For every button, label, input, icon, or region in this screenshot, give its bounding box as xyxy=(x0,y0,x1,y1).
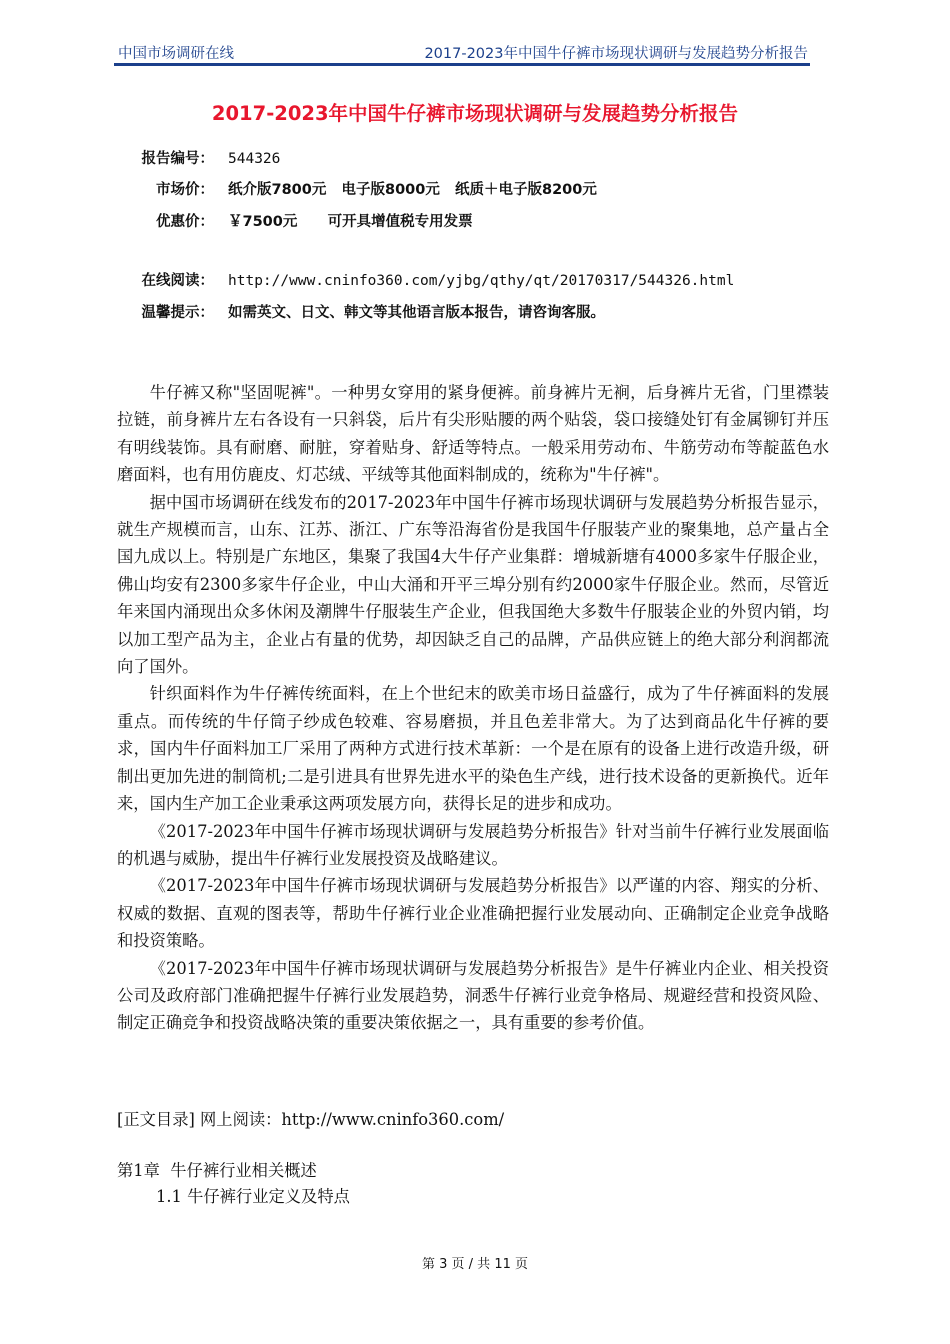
paragraph: 《2017-2023年中国牛仔裤市场现状调研与发展趋势分析报告》是牛仔裤业内企业、相关投资公司及政府部门准确把握牛仔裤行业发展趋势，洞悉牛仔裤行业竞争格局、规避经营和投资风险、制定正确竞争和投资战略决策的重要决策依据之一，具有重要的参考价值。 xyxy=(117,958,829,1033)
paragraph: 据中国市场调研在线发布的2017-2023年中国牛仔裤市场现状调研与发展趋势分析报告显示，就生产规模而言，山东、江苏、浙江、广东等沿海省份是我国牛仔服装产业的聚集地，总产量占全国九成以上。特别是广东地区，集聚了我国4大牛仔产业集群：增城新塘有4000多家牛仔服企业，佛山均安有2300多家牛仔企业，中山大涌和开平三埠分别有约2000家牛仔服企业。然而，尽管近年来国内涌现出众多休闲及潮牌牛仔服装生产企业，但我国绝大多数牛仔服装企业的外贸内销，均以加工型产品为主，企业占有量的优势，却因缺乏自己的品牌，产品供应链上的绝大部分利润都流向了国外。 xyxy=(117,492,829,677)
discount-price-row xyxy=(118,210,473,231)
toc-chapter-1: 第1章 牛仔裤行业相关概述 xyxy=(117,1161,317,1180)
report-summary xyxy=(117,379,829,1037)
paragraph: 牛仔裤又称"坚固呢裤"。一种男女穿用的紧身便裤。前身裤片无裥，后身裤片无省，门里襟装拉链，前身裤片左右各设有一只斜袋，后片有尖形贴腰的两个贴袋，袋口接缝处钉有金属铆钉并压有明线装饰。具有耐磨、耐脏，穿着贴身、舒适等特点。一般采用劳动布、牛筋劳动布等靛蓝色水磨面料，也有用仿鹿皮、灯芯绒、平绒等其他面料制成的，统称为"牛仔裤"。 xyxy=(117,383,829,485)
online-read-label: 在线阅读： xyxy=(141,273,214,289)
paragraph: 针织面料作为牛仔裤传统面料，在上个世纪末的欧美市场日益盛行，成为了牛仔裤面料的发展重点。而传统的牛仔筒子纱成色较难、容易磨损，并且色差非常大。为了达到商品化牛仔裤的要求，国内牛仔面料加工厂采用了两种方式进行技术革新：一个是在原有的设备上进行改造升级，研制出更加先进的制筒机;二是引进具有世界先进水平的染色生产线，进行技术设备的更新换代。近年来，国内生产加工企业秉承这两项发展方向，获得长足的进步和成功。 xyxy=(117,684,829,814)
header-site-name: 中国市场调研在线 xyxy=(118,46,234,62)
paragraph: 《2017-2023年中国牛仔裤市场现状调研与发展趋势分析报告》以严谨的内容、翔实的分析、权威的数据、直观的图表等，帮助牛仔裤行业企业准确把握行业发展动向、正确制定企业竞争战略和投资策略。 xyxy=(117,876,829,951)
tip-row xyxy=(118,301,605,322)
paragraph: 《2017-2023年中国牛仔裤市场现状调研与发展趋势分析报告》针对当前牛仔裤行业发展面临的机遇与威胁，提出牛仔裤行业发展投资及战略建议。 xyxy=(117,821,829,868)
tip-value: 如需英文、日文、韩文等其他语言版本报告，请咨询客服。 xyxy=(228,305,605,321)
online-read-link[interactable]: http://www.cninfo360.com/yjbg/qthy/qt/20170317/544326.html xyxy=(228,273,735,289)
market-price-row xyxy=(118,178,597,199)
discount-price-value: ￥7500元 可开具增值税专用发票 xyxy=(228,214,473,230)
toc-intro[interactable]: [正文目录] 网上阅读：http://www.cninfo360.com/ xyxy=(117,1110,505,1129)
market-price-label: 市场价： xyxy=(156,182,214,198)
market-price-value: 纸介版7800元 电子版8000元 纸质＋电子版8200元 xyxy=(228,182,597,198)
report-number-value: 544326 xyxy=(228,151,281,167)
discount-price-label: 优惠价： xyxy=(156,214,214,230)
page-footer: 第 3 页 / 共 11 页 xyxy=(422,1257,528,1272)
page-title: 2017-2023年中国牛仔裤市场现状调研与发展趋势分析报告 xyxy=(211,102,739,125)
report-number-row xyxy=(118,147,280,168)
online-read-row xyxy=(118,269,734,290)
toc-section-1-1: 1.1 牛仔裤行业定义及特点 xyxy=(156,1187,350,1206)
header-report-title: 2017-2023年中国牛仔裤市场现状调研与发展趋势分析报告 xyxy=(424,46,808,62)
report-number-label: 报告编号： xyxy=(141,151,214,167)
tip-label: 温馨提示： xyxy=(141,305,214,321)
header-divider xyxy=(114,63,810,66)
